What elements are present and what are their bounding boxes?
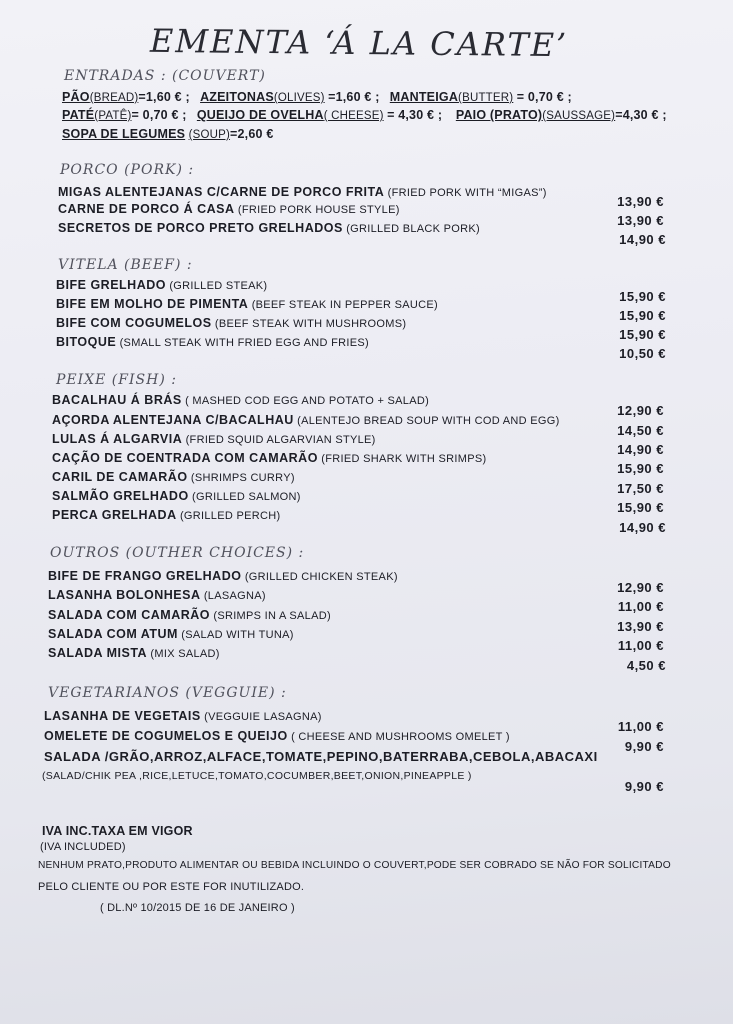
item-price: 15,90 € [619,308,666,323]
section-heading-vegetarianos: VEGETARIANOS (VEGGUIE) : [48,685,287,701]
menu-item: SALADA MISTA (MIX SALAD) [48,646,220,660]
menu-item: SALADA COM ATUM (SALAD WITH TUNA) [48,627,294,641]
item-price: 11,00 € [617,719,664,734]
menu-item: CARIL DE CAMARÃO (SHRIMPS CURRY) [52,470,295,484]
footer-notice-line-1: NENHUM PRATO,PRODUTO ALIMENTAR OU BEBIDA INCLUINDO O COUVERT,PODE SER COBRADO SE NÃO FOR SOLICITADO [38,860,671,871]
menu-item: BIFE DE FRANGO GRELHADO (GRILLED CHICKEN STEAK) [48,569,398,583]
entrada-item: MANTEIGA(BUTTER) = 0,70 € ; [389,90,572,104]
item-price: 14,90 € [617,442,664,457]
entrada-item: PAIO (PRATO)(SAUSSAGE)=4,30 € ; [455,108,667,122]
footer-iva: IVA INC.TAXA EM VIGOR [42,824,193,838]
menu-item: AÇORDA ALENTEJANA C/BACALHAU (ALENTEJO BREAD SOUP WITH COD AND EGG) [52,413,560,427]
item-price: 10,50 € [619,346,666,361]
item-price: 9,90 € [624,739,664,754]
item-price: 15,90 € [617,461,664,476]
entrada-item: QUEIJO DE OVELHA( CHEESE) = 4,30 € ; [196,108,443,122]
menu-item: SALADA COM CAMARÃO (SRIMPS IN A SALAD) [48,608,331,622]
item-price: 14,90 € [619,520,666,535]
menu-item: LASANHA DE VEGETAIS (VEGGUIE LASAGNA) [44,709,322,723]
item-price: 14,90 € [619,232,666,247]
menu-item: OMELETE DE COGUMELOS E QUEIJO ( CHEESE AND MUSHROOMS OMELET ) [44,729,510,743]
entrada-item: AZEITONAS(OLIVES) =1,60 € ; [200,90,380,104]
menu-item: LULAS Á ALGARVIA (FRIED SQUID ALGARVIAN STYLE) [52,432,376,446]
item-price: 15,90 € [619,289,666,304]
item-price: 11,00 € [617,638,664,653]
section-heading-peixe: PEIXE (FISH) : [56,372,177,388]
item-price: 15,90 € [619,327,666,342]
item-price: 9,90 € [624,779,664,794]
menu-item: BACALHAU Á BRÁS ( MASHED COD EGG AND POTATO + SALAD) [52,393,430,407]
footer-iva-en: (IVA INCLUDED) [40,841,126,853]
item-price: 17,50 € [617,481,664,496]
entradas-line-2 [62,108,667,122]
menu-item: BIFE EM MOLHO DE PIMENTA (BEEF STEAK IN PEPPER SAUCE) [56,297,438,311]
entradas-line-3 [62,127,273,141]
item-price: 4,50 € [626,658,666,673]
item-price: 13,90 € [617,619,664,634]
item-price: 13,90 € [617,213,664,228]
menu-item: MIGAS ALENTEJANAS C/CARNE DE PORCO FRITA (FRIED PORK WITH “MIGAS”) [58,185,547,199]
entrada-item: PÃO(BREAD)=1,60 € ; [62,90,190,104]
item-price: 14,50 € [617,423,664,438]
menu-item: BIFE COM COGUMELOS (BEEF STEAK WITH MUSHROOMS) [56,316,407,330]
section-heading-porco: PORCO (PORK) : [60,162,195,178]
section-heading-vitela: VITELA (BEEF) : [58,257,193,273]
menu-item-description: (SALAD/CHIK PEA ,RICE,LETUCE,TOMATO,COCUMBER,BEET,ONION,PINEAPPLE ) [42,770,472,782]
menu-item: BIFE GRELHADO (GRILLED STEAK) [56,278,268,292]
menu-item: SALMÃO GRELHADO (GRILLED SALMON) [52,489,301,503]
menu-item: SALADA /GRÃO,ARROZ,ALFACE,TOMATE,PEPINO,BATERRABA,CEBOLA,ABACAXI [44,749,598,764]
footer-law-reference: ( DL.Nº 10/2015 DE 16 DE JANEIRO ) [100,902,295,914]
menu-item: BITOQUE (SMALL STEAK WITH FRIED EGG AND FRIES) [56,335,369,349]
menu-title: EMENTA ‘Á LA CARTE’ [149,21,569,65]
section-heading-entradas: ENTRADAS : (COUVERT) [64,68,266,84]
footer-notice-line-2: PELO CLIENTE OU POR ESTE FOR INUTILIZADO. [38,881,305,893]
item-price: 12,90 € [617,580,664,595]
item-price: 11,00 € [617,599,664,614]
section-heading-outros: OUTROS (OUTHER CHOICES) : [50,545,305,561]
entrada-item: SOPA DE LEGUMES (SOUP)=2,60 € [62,127,274,141]
menu-item: PERCA GRELHADA (GRILLED PERCH) [52,508,281,522]
menu-item: CAÇÃO DE COENTRADA COM CAMARÃO (FRIED SHARK WITH SRIMPS) [52,451,487,465]
menu-item: LASANHA BOLONHESA (LASAGNA) [48,588,266,602]
item-price: 13,90 € [617,194,664,209]
item-price: 12,90 € [617,403,664,418]
entrada-item: PATÉ(PATÊ)= 0,70 € ; [62,108,187,122]
menu-item: SECRETOS DE PORCO PRETO GRELHADOS (GRILLED BLACK PORK) [58,221,480,235]
menu-item: CARNE DE PORCO Á CASA (FRIED PORK HOUSE STYLE) [58,202,400,216]
item-price: 15,90 € [617,500,664,515]
entradas-line-1 [62,90,572,104]
